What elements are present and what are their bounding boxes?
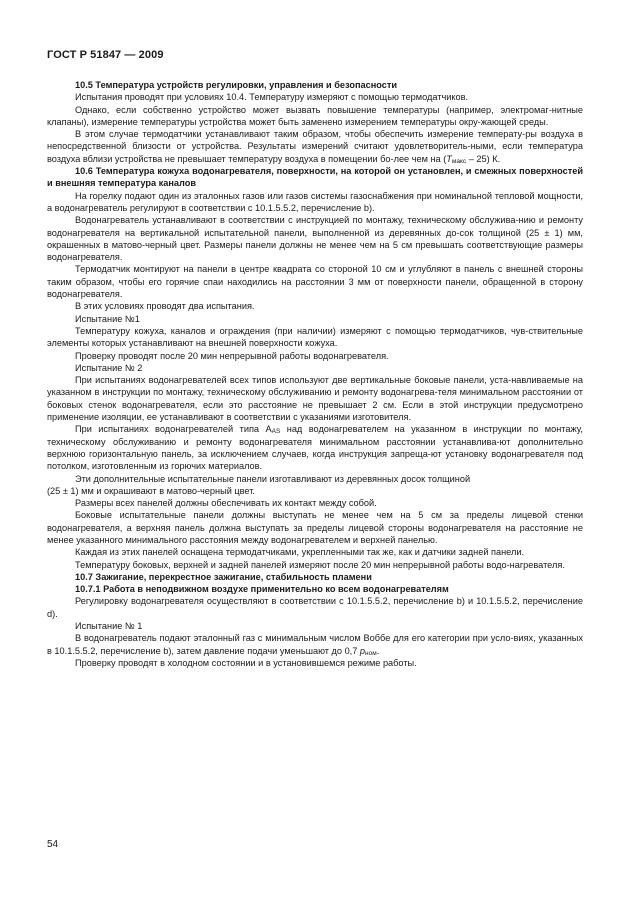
subscript-max: макс [451, 157, 467, 165]
paragraph: В этих условиях проводят два испытания. [75, 301, 255, 312]
test-label: Испытание № 1 [75, 621, 143, 632]
test-label: Испытание №1 [75, 313, 140, 324]
paragraph: Регулировку водонагревателя осуществляют в соответствии с 10.1.5.5.2, перечисление b) и 10.1.5.5.2, перечисление d). [47, 596, 583, 619]
paragraph: Эти дополнительные испытательные панели изготавливают из деревянных досок толщиной [75, 473, 471, 484]
paragraph [47, 423, 583, 472]
paragraph: Температуру кожуха, каналов и ограждения (при наличии) измеряют с помощью термодатчиков, чув-ствительные элементы которых устанавливают на внешней поверхности кожуха. [47, 325, 583, 349]
paragraph [47, 128, 583, 165]
paragraph-continuation: (25 ± 1) мм и окрашивают в матово-черный цвет. [47, 485, 255, 496]
paragraph: Термодатчик монтируют на панели в центре квадрата со стороной 10 см и углубляют в панель с внешней стороны таким образом, чтобы его горячие спаи находились на расстоянии 3 мм от поверхности панели, обращенной в сторону водонагревателя. [47, 264, 583, 300]
paragraph: Проверку проводят в холодном состоянии и в установившемся режиме работы. [75, 657, 417, 668]
text-run: над водонагревателем на указанном в инструкции по монтажу, техническому обслуживанию и ремонту водонагревателя минимальном расстоянии устанавлива-ют дополнительно верхнюю горизонтальную панель, за исключением случаев, когда инструкция запреща-ют установку водонагревателя под потолком, изготовленным из горючих материалов. [47, 424, 583, 472]
paragraph: При испытаниях водонагревателей всех типов используют две вертикальные боковые панели, уста-навливаемые на указанном в инструкции по монтажу, техническому обслуживанию и ремонту водонагрева-теля минимальном расстоянии от боковых стенок водонагревателя, если это расстояние не превышает 2 см. Если в этой инструкции предусмотрено применение изоляции, ее устанавливают в соответствии с указаниями изготовителя. [47, 375, 583, 423]
text-run: При испытаниях водонагревателей типа A [75, 424, 272, 435]
subscript-as: AS [271, 428, 281, 436]
paragraph: Испытания проводят при условиях 10.4. Температуру измеряют с помощью термодатчиков. [75, 92, 469, 103]
paragraph: Боковые испытательные панели должны выступать не менее чем на 5 см за пределы лицевой стенки водонагревателя, а верхняя панель должна выступать за пределы лицевой стороны водонагревателя на расстояние не менее указанного минимального расстояния между водонагревателем и верхней панелью. [47, 510, 583, 545]
section-heading-10-5: 10.5 Температура устройств регулировки, управления и безопасности [75, 80, 398, 90]
paragraph: На горелку подают один из эталонных газов или газов системы газоснабжения при номинальной тепловой мощности, а водонагреватель регулируют в соответствии с 10.1.5.5.2, перечисление b). [47, 190, 583, 213]
test-label: Испытание № 2 [75, 362, 143, 373]
subscript-nom: ном [365, 649, 377, 657]
paragraph: Каждая из этих панелей оснащена термодатчиками, укрепленными так же, как и датчики задней панели. [75, 547, 525, 558]
section-heading-10-6: 10.6 Температура кожуха водонагревателя, поверхности, на которой он установлен, и смежных поверхностей и внешняя температура каналов [47, 166, 583, 189]
symbol-p: p [359, 645, 366, 656]
text-run: В водонагреватель подают эталонный газ с минимальным числом Воббе для его категории при усло-виях, указанных в 10.1.5.5.2, перечисление b), затем давление подачи уменьшают до 0,7 [47, 633, 583, 656]
text-run: В этом случае термодатчики устанавливают таким образом, чтобы обеспечить измерение температу-ры воздуха в непосредственной близости от устройства. Результаты измерений считают удовлетворитель-ными, если температура воздуха вблизи устройства не превышает температуру воздуха в помещении бо-лее чем на ( [47, 129, 583, 164]
section-heading-10-7-1: 10.7.1 Работа в неподвижном воздухе применительно ко всем водонагревателям [75, 584, 449, 595]
symbol-t: T [446, 153, 452, 164]
text-run: . [376, 645, 380, 656]
paragraph: Размеры всех панелей должны обеспечивать их контакт между собой. [75, 498, 377, 509]
text-run: – 25) К. [466, 153, 501, 164]
paragraph: Однако, если собственно устройство может вызвать повышение температуры (например, электромаг-нитные клапаны), измерение температуры устройства может быть заменено измерением температуры окру-жающей среды. [47, 104, 583, 127]
paragraph: Водонагреватель устанавливают в соответствии с инструкцией по монтажу, техническому обслужива-нию и ремонту водонагревателя на вертикальной испытательной панели, выполненной из деревянных до-сок толщиной (25 ± 1) мм, окрашенных в матово-черный цвет. Размеры панели должны не менее чем на 5 см превышать соответствующие размеры водонагревателя. [47, 215, 583, 263]
paragraph: Проверку проводят после 20 мин непрерывной работы водонагревателя. [75, 350, 389, 361]
section-heading-10-7: 10.7 Зажигание, перекрестное зажигание, стабильность пламени [75, 571, 372, 582]
page-header: ГОСТ Р 51847 — 2009 [47, 49, 164, 61]
document-body [47, 79, 583, 669]
paragraph: Температуру боковых, верхней и задней панелей измеряют после 20 мин непрерывной работы водо-нагревателя. [75, 559, 565, 570]
paragraph [47, 632, 583, 657]
page-number: 54 [47, 839, 59, 850]
